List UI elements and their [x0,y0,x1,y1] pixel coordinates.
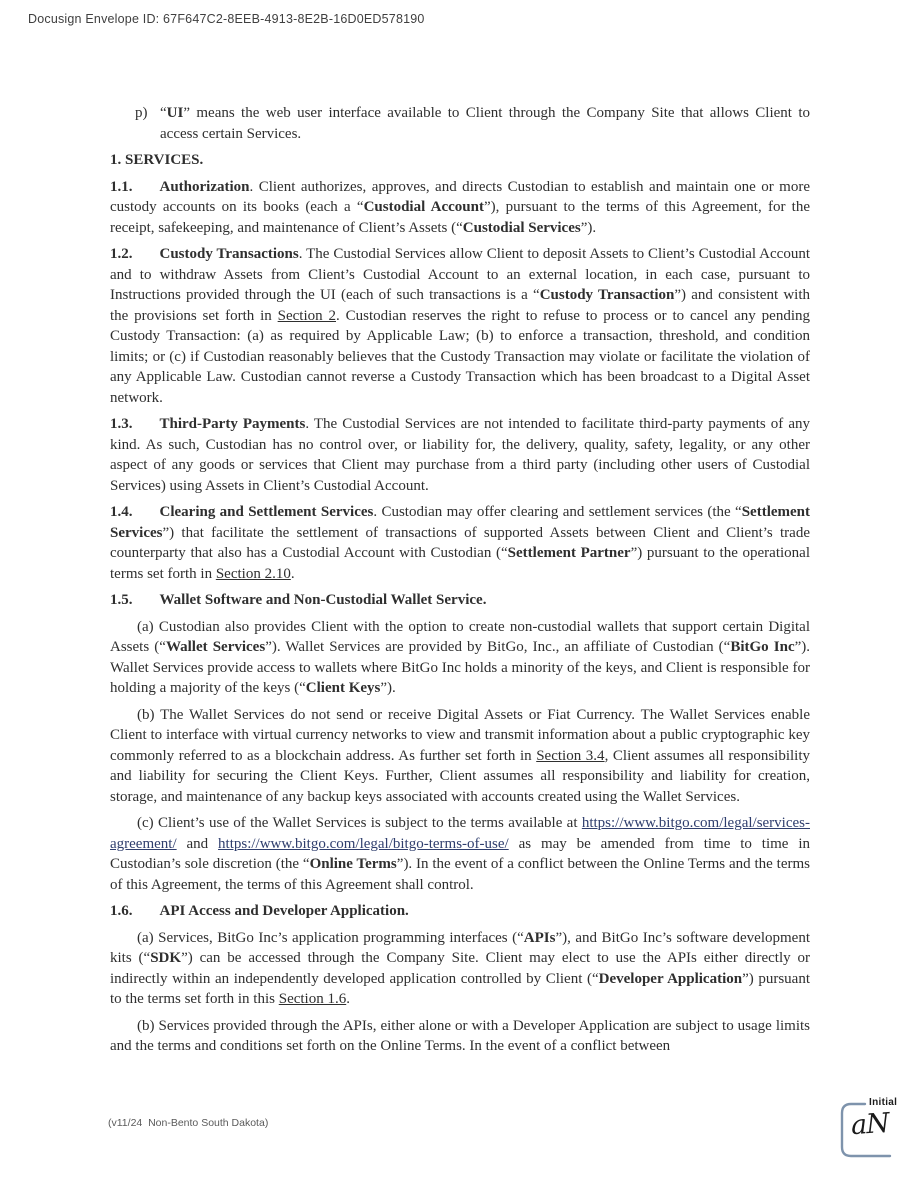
text-run: API Access and Developer Application. [159,903,409,919]
text-run: ”). Wallet Services are provided by BitGo, Inc., an affiliate of Custodian (“ [265,639,731,655]
text-run: ”). In the event of a conflict between the Online Terms and the terms of this Agreement, the terms of this Agreement shall control. [110,856,811,893]
text-run: (a) Custodian also provides Client with the option to create non-custodial wallets that support certain Digital Assets (“ [110,618,810,655]
text-run: (a) Services, BitGo Inc’s application programming interfaces (“ [137,929,524,946]
text-run: ”) can be accessed through the Company Site. Client may elect to use the APIs either directly or indirectly within an independently developed application controlled by Client (“ [110,950,810,987]
paragraph [110,813,810,895]
footer-version-note: (v11/24 Non-Bento South Dakota) [108,1117,269,1129]
initial-tab[interactable] [834,1096,918,1168]
initial-tab-label: Initial [869,1097,898,1108]
text-run: ”) that facilitate the settlement of transactions of supported Assets between Client and Client’s trade counterparty that also has a Custodial Account with Custodian (“ [110,524,810,561]
section-heading [110,590,810,611]
text-run: 1.4. [110,504,133,520]
text-run: ”), and BitGo Inc’s software development kits (“ [110,929,810,966]
text-run: APIs [523,929,556,946]
text-run: ”) and consistent with the provisions set forth in [110,287,810,324]
text-run: ”). [380,680,396,696]
text-run: Custody Transaction [539,287,675,303]
text-run: Settlement Partner [507,545,631,561]
paragraph [110,414,810,496]
text-run: “ [160,105,167,121]
text-run: ”) pursuant to the operational terms set forth in [110,545,810,582]
text-run: . Custodian may offer clearing and settlement services (the “ [373,504,742,520]
paragraph [110,705,810,808]
text-run: (c) Client’s use of the Wallet Services is subject to the terms available at [137,815,582,831]
text-run: SDK [150,950,182,966]
text-run: Section 2 [277,307,336,324]
text-run: Wallet Software and Non-Custodial Wallet Service. [159,592,487,608]
text-run: as may be amended from time to time in Custodian’s sole discretion (the “ [110,835,810,872]
text-run: ”). [580,219,597,236]
text-run: Section 3.4 [536,747,605,764]
initials-handwriting: aN [849,1107,890,1142]
text-run: UI [166,105,184,121]
text-run: (b) The Wallet Services do not send or receive Digital Assets or Fiat Currency. The Wallet Services enable Client to interface with virtual currency networks to view and transmit information about a public cryptographic key commonly referred to as a blockchain address. As further set forth in [110,706,810,764]
text-run: ”). Wallet Services provide access to wallets where BitGo Inc holds a minority of the keys, and Client is responsible for holding a majority of the keys (“ [110,639,811,696]
paragraph [110,1016,810,1057]
text-run: . [346,991,350,1007]
paragraph [110,502,810,584]
text-run: Third-Party Payments [159,416,306,432]
text-run: 1.1. [110,178,133,195]
text-run: 1.6. [110,903,133,919]
text-run: . [290,565,295,582]
text-run: Wallet Services [165,639,266,655]
text-run: ”), pursuant to the terms of this Agreement, for the receipt, safekeeping, and maintenance of Client’s Assets (“ [110,199,810,236]
text-run: Section 1.6 [278,991,347,1007]
paragraph [110,244,810,408]
text-run: . Client authorizes, approves, and directs Custodian to establish and maintain one or more custody accounts on its books (each a “ [110,178,810,215]
text-run: (b) Services provided through the APIs, either alone or with a Developer Application are subject to usage limits and the terms and conditions set forth on the Online Terms. In the event of a conflict between [110,1017,810,1054]
paragraph [110,928,810,1010]
text-run: Online Terms [309,856,397,872]
text-run: Custody Transactions [159,246,299,262]
definition-item [110,103,810,144]
paragraphs [110,103,810,1063]
text-run: . The Custodial Services allow Client to deposit Assets to Client’s Custodial Account and to withdraw Assets from Client’s Custodial Account to an external location, in each case, pursuant to Instructions provided through the UI (each of such transactions is a “ [110,246,810,303]
text-run: Clearing and Settlement Services [159,504,374,520]
envelope-id: Docusign Envelope ID: 67F647C2-8EEB-4913-8E2B-16D0ED578190 [28,12,425,26]
text-run: Section 2.10 [215,565,291,582]
text-run: . Custodian reserves the right to refuse to process or to cancel any pending Custody Transaction: (a) as required by Applicable Law; (b) to enforce a transaction, threshold, and condition limits; or (c) if Custodian reasonably believes that the Custody Transaction may violate or facilitate the violation of any Applicable Law. Custodian cannot reverse a Custody Transaction which has been broadcast to a Digital Asset network. [110,307,810,406]
text-run: 1.2. [110,246,133,262]
hyperlink[interactable]: https://www.bitgo.com/legal/services-agreement/ [110,815,810,852]
text-run: . The Custodial Services are not intended to facilitate third-party payments of any kind. As such, Custodian has no control over, or liability for, the delivery, quality, safety, legality, or any other aspect of any goods or services that Client may purchase from a third party (including other users of Custodial Services) using Assets in Client’s Custodial Account. [110,416,810,494]
paragraph [110,617,810,699]
text-run: Settlement Services [110,504,811,541]
text-run: Custodial Services [462,219,581,236]
text-run: BitGo Inc [730,639,795,655]
text-run: Client Keys [305,680,381,696]
section-heading [110,901,810,922]
text-run: ”) pursuant to the terms set forth in this [110,970,811,1007]
text-run: 1.3. [110,416,133,432]
text-run: Custodial Account [363,199,484,215]
text-run: , Client assumes all responsibility and liability for securing the Client Keys. Further, Client assumes all responsibility and liability for creation, storage, and maintenance of any backup keys associated with accounts created using the Wallet Services. [110,747,810,805]
text-run: 1. SERVICES. [110,152,204,168]
text-run: 1.5. [110,592,133,608]
text-run: ” means the web user interface available to Client through the Company Site that allows Client to access certain Services. [160,105,810,142]
section-heading [110,150,810,171]
paragraph [110,177,810,239]
text-run: Authorization [159,178,250,195]
list-marker: p) [135,105,148,121]
text-run: and [176,835,219,852]
hyperlink[interactable]: https://www.bitgo.com/legal/bitgo-terms-of-use/ [218,835,509,852]
text-run: Developer Application [598,970,743,987]
